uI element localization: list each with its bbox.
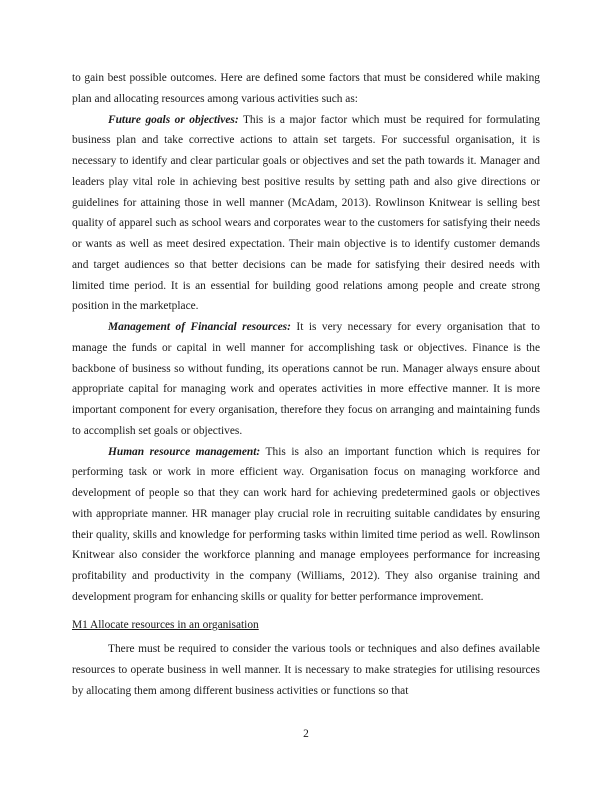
paragraph-financial-resources bbox=[72, 317, 540, 442]
paragraph-lead: Human resource management: bbox=[108, 445, 261, 458]
closing-paragraph: There must be required to consider the various tools or techniques and also defines available resources to operate business in well manner. It is necessary to make strategies for utilising resources by allocating them among different business activities or functions so that bbox=[72, 643, 540, 697]
paragraph-text: It is very necessary for every organisation that to manage the funds or capital in well manner for accomplishing task or objectives. Finance is the backbone of business so without funding, its operations cannot be run. Manager always ensure about appropriate capital for managing work and operates activities in more effective manner. It is more important component for every organisation, therefore they focus on arranging and maintaining funds to accomplish set goals or objectives. bbox=[72, 321, 540, 437]
paragraph-text: This is also an important function which is requires for performing task or work in more efficient way. Organisation focus on managing workforce and development of people so that they can work hard for achieving predetermined gaols or objectives with appropriate manner. HR manager play crucial role in recruiting suitable candidates by ensuring their quality, skills and knowledge for performing tasks within limited time period as well. Rowlinson Knitwear also consider the workforce planning and manage employees performance for increasing profitability and productivity in the company (Williams, 2012). They also organise training and development program for enhancing skills or quality for better performance improvement. bbox=[72, 445, 541, 603]
section-heading: M1 Allocate resources in an organisation bbox=[72, 618, 259, 631]
page-number: 2 bbox=[303, 728, 309, 740]
paragraph-text: This is a major factor which must be required for formulating business plan and take corrective actions to attain set targets. For successful organisation, it is necessary to identify and clear particular goals or objectives and set the path towards it. Manager and leaders play vital role in achieving best positive results by setting path and also give directions or guidelines for attaining those in well manner (McAdam, 2013). Rowlinson Knitwear is selling best quality of apparel such as school wears and corporates wear to the customers for satisfying their needs or wants as well as meet desired expectation. Their main objective is to identify customer demands and target audiences so that better decisions can be made for satisfying their desired needs with limited time period. It is an essential for building good relations among people and create strong position in the marketplace. bbox=[72, 113, 541, 313]
paragraph-human-resource bbox=[72, 442, 540, 608]
paragraph-lead: Management of Financial resources: bbox=[108, 321, 291, 333]
paragraph-lead: Future goals or objectives: bbox=[108, 113, 239, 126]
body-text bbox=[72, 68, 540, 702]
paragraph-future-goals bbox=[72, 110, 540, 318]
intro-paragraph: to gain best possible outcomes. Here are defined some factors that must be considered while making plan and allocating resources among various activities such as: bbox=[72, 72, 540, 105]
